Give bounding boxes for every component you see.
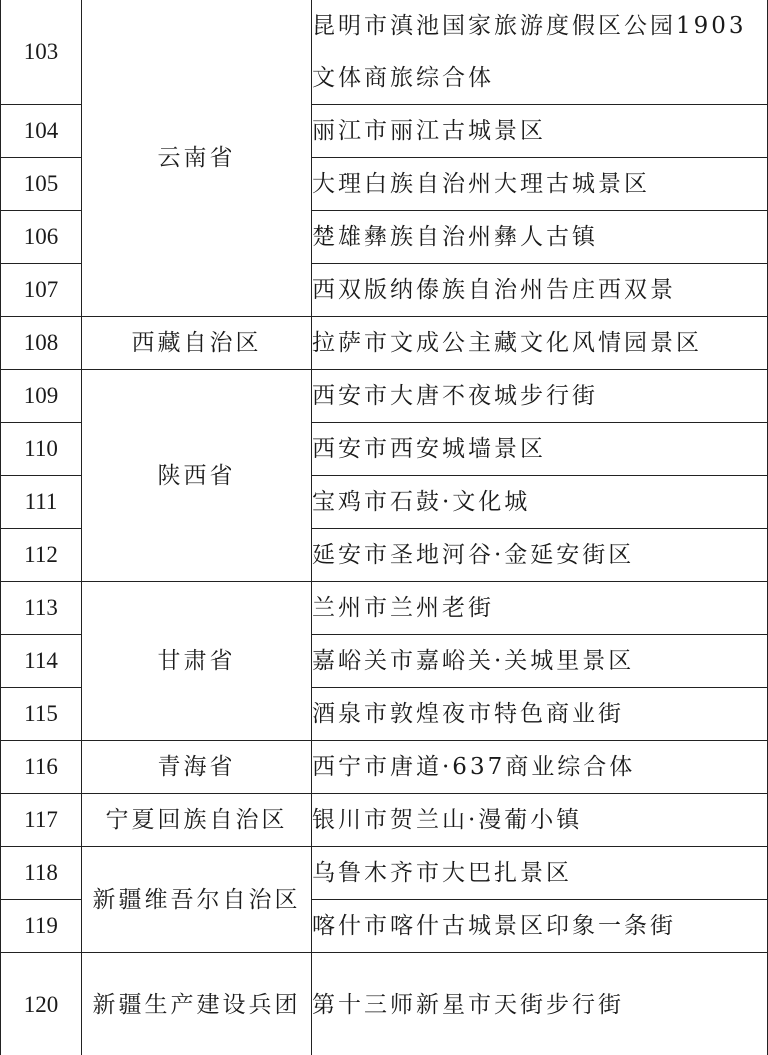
site-name: 西双版纳傣族自治州告庄西双景 <box>312 264 768 317</box>
row-number: 119 <box>1 900 82 953</box>
site-name: 拉萨市文成公主藏文化风情园景区 <box>312 317 768 370</box>
province-cell: 西藏自治区 <box>82 317 312 370</box>
row-number: 118 <box>1 847 82 900</box>
row-number: 113 <box>1 582 82 635</box>
table-row <box>1 794 768 847</box>
site-name: 嘉峪关市嘉峪关·关城里景区 <box>312 635 768 688</box>
row-number: 116 <box>1 741 82 794</box>
site-name: 延安市圣地河谷·金延安街区 <box>312 529 768 582</box>
row-number: 120 <box>1 953 82 1055</box>
row-number: 108 <box>1 317 82 370</box>
table-row <box>1 0 768 105</box>
site-name: 兰州市兰州老街 <box>312 582 768 635</box>
row-number: 103 <box>1 0 82 105</box>
row-number: 115 <box>1 688 82 741</box>
province-cell: 云南省 <box>82 0 312 317</box>
row-number: 107 <box>1 264 82 317</box>
table-row <box>1 953 768 1055</box>
site-name: 丽江市丽江古城景区 <box>312 105 768 158</box>
province-cell: 甘肃省 <box>82 582 312 741</box>
site-name: 大理白族自治州大理古城景区 <box>312 158 768 211</box>
site-name: 宝鸡市石鼓·文化城 <box>312 476 768 529</box>
site-name: 乌鲁木齐市大巴扎景区 <box>312 847 768 900</box>
site-name: 银川市贺兰山·漫葡小镇 <box>312 794 768 847</box>
site-name: 楚雄彝族自治州彝人古镇 <box>312 211 768 264</box>
table-row <box>1 582 768 635</box>
row-number: 112 <box>1 529 82 582</box>
row-number: 110 <box>1 423 82 476</box>
row-number: 117 <box>1 794 82 847</box>
province-cell: 宁夏回族自治区 <box>82 794 312 847</box>
province-cell: 陕西省 <box>82 370 312 582</box>
row-number: 106 <box>1 211 82 264</box>
row-number: 105 <box>1 158 82 211</box>
row-number: 104 <box>1 105 82 158</box>
row-number: 114 <box>1 635 82 688</box>
table-row <box>1 741 768 794</box>
table-row <box>1 317 768 370</box>
site-name: 酒泉市敦煌夜市特色商业街 <box>312 688 768 741</box>
site-name: 西宁市唐道·637商业综合体 <box>312 741 768 794</box>
row-number: 109 <box>1 370 82 423</box>
province-cell: 青海省 <box>82 741 312 794</box>
site-name: 喀什市喀什古城景区印象一条街 <box>312 900 768 953</box>
row-number: 111 <box>1 476 82 529</box>
province-cell: 新疆维吾尔自治区 <box>82 847 312 953</box>
province-cell: 新疆生产建设兵团 <box>82 953 312 1055</box>
site-name: 第十三师新星市天街步行街 <box>312 953 768 1055</box>
table-row <box>1 847 768 900</box>
site-name: 西安市大唐不夜城步行街 <box>312 370 768 423</box>
site-name: 昆明市滇池国家旅游度假区公园1903文体商旅综合体 <box>312 0 768 105</box>
site-name: 西安市西安城墙景区 <box>312 423 768 476</box>
table-row <box>1 370 768 423</box>
